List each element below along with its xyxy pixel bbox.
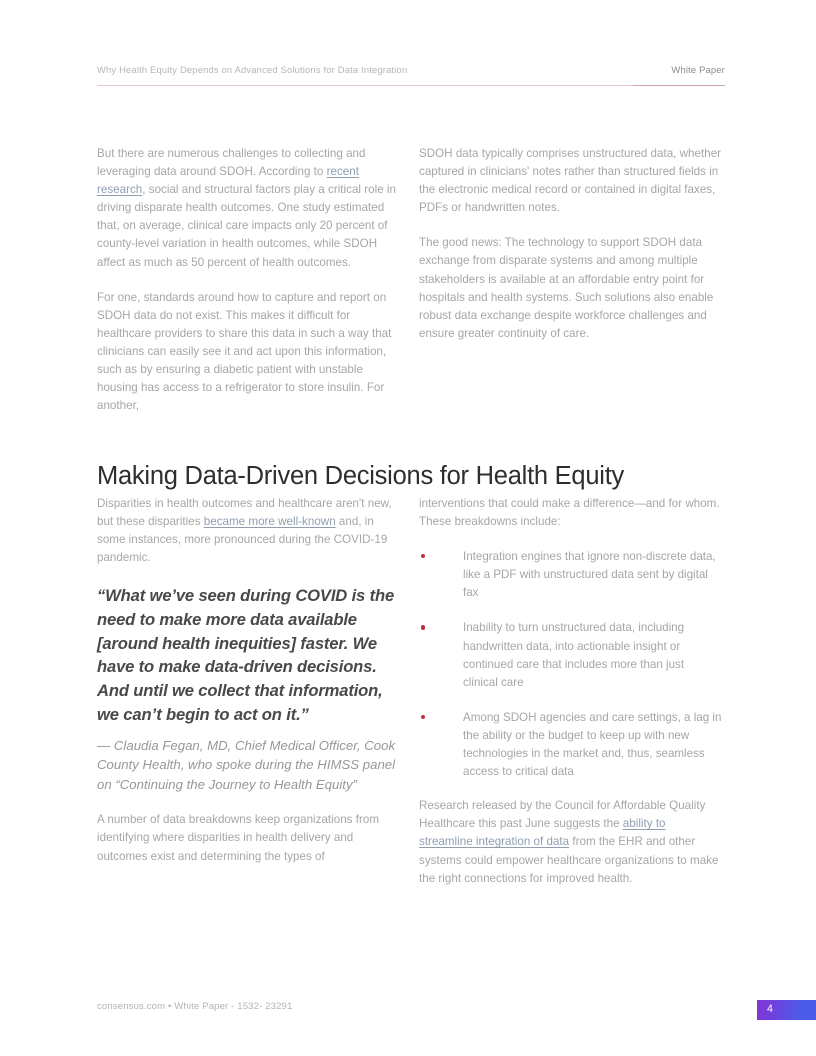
- top-right-paragraph-2: The good news: The technology to support SDOH data exchange from disparate systems and among multiple stakeholders is available at an affordable entry point for hospitals and health systems. Such solutions also enable robust data exchange despite workforce challenges and ensure greater continuity of care.: [419, 236, 714, 340]
- list-item: [419, 709, 722, 781]
- header-divider-rule: [97, 85, 725, 86]
- list-item: [419, 619, 722, 691]
- header-divider-rule-accent: [633, 85, 725, 86]
- section-right-intro: interventions that could make a difference—and for whom. These breakdowns include:: [419, 497, 720, 529]
- bullet-dot-icon: [421, 554, 425, 558]
- section-left-intro: [97, 495, 400, 567]
- top-left-paragraph-1-text-b: , social and structural factors play a critical role in driving disparate health outcomes. One study estimated that, on average, clinical care impacts only 20 percent of county-level variation in health outcomes, while SDOH affect as much as 50 percent of health outcomes.: [97, 183, 396, 269]
- bullet-dot-icon: [421, 715, 425, 719]
- section-left-closing-paragraph: A number of data breakdowns keep organizations from identifying where disparities in health delivery and outcomes exist and determining the types of: [97, 813, 380, 863]
- section-left-intro-text-a: Disparities in health outcomes and healthcare aren't new, but these disparities: [97, 497, 392, 529]
- streamline-integration-link[interactable]: ability to streamline integration of data: [419, 817, 666, 849]
- top-left-paragraph-1-text-a: But there are numerous challenges to collecting and leveraging data around SDOH. According to: [97, 147, 366, 179]
- list-item-text: Integration engines that ignore non-discrete data, like a PDF with unstructured data sent by digital fax: [463, 550, 716, 600]
- section-right-closing-text-a: Research released by the Council for Affordable Quality Healthcare this past June suggests the: [419, 799, 706, 831]
- section-right-closing-text-b: from the EHR and other systems could empower healthcare organizations to make the right connections for improved health.: [419, 835, 719, 885]
- list-item: [419, 548, 722, 602]
- list-item-text: Among SDOH agencies and care settings, a lag in the ability or the budget to keep up with new technologies in the market and, thus, seamless access to critical data: [463, 710, 722, 779]
- top-left-paragraph-2: For one, standards around how to capture and report on SDOH data do not exist. This makes it difficult for healthcare providers to share this data in such a way that clinicians can easily see it and act upon this information, such as by ensuring a diabetic patient with unstable housing has access to a refrigerator to store insulin. For another,: [97, 290, 392, 413]
- section-left-column: [97, 495, 400, 866]
- list-item-text: Inability to turn unstructured data, including handwritten data, into actionable insight or continued care that includes more than just clinical care: [463, 621, 685, 689]
- pull-quote: “What we’ve seen during COVID is the need to make more data available [around health inequities] faster. We have to make data-driven decisions. And until we collect that information, we can’t begin to act on it.”: [97, 586, 395, 724]
- header-document-type: White Paper: [671, 64, 725, 75]
- pull-quote-attribution: — Claudia Fegan, MD, Chief Medical Officer, Cook County Health, who spoke during the HIMSS panel on “Continuing the Journey to Health Equity”: [97, 737, 396, 792]
- page-header: [97, 64, 725, 86]
- top-left-paragraph-1: [97, 145, 400, 272]
- page-number: 4: [767, 1003, 773, 1015]
- top-right-column: [419, 145, 722, 343]
- footer-source-text: consensus.com • White Paper - 1532- 23291: [97, 1001, 293, 1012]
- bullet-dot-icon: [421, 625, 425, 629]
- section-right-closing-paragraph: [419, 797, 722, 887]
- section-heading: Making Data-Driven Decisions for Health Equity: [97, 462, 625, 491]
- recent-research-link[interactable]: recent research: [97, 165, 359, 197]
- section-left-intro-text-b: and, in some instances, more pronounced during the COVID-19 pandemic.: [97, 515, 388, 565]
- breakdowns-bullet-list: [419, 548, 722, 781]
- became-more-well-known-link[interactable]: became more well-known: [203, 515, 336, 529]
- header-document-title: Why Health Equity Depends on Advanced Solutions for Data Integration: [97, 64, 408, 75]
- top-left-column: [97, 145, 400, 415]
- page-number-badge: [757, 1000, 816, 1020]
- section-right-column: [419, 495, 722, 888]
- top-right-paragraph-1: SDOH data typically comprises unstructured data, whether captured in clinicians' notes rather than structured fields in the electronic medical record or contained in digital faxes, PDFs or handwritten notes.: [419, 147, 722, 215]
